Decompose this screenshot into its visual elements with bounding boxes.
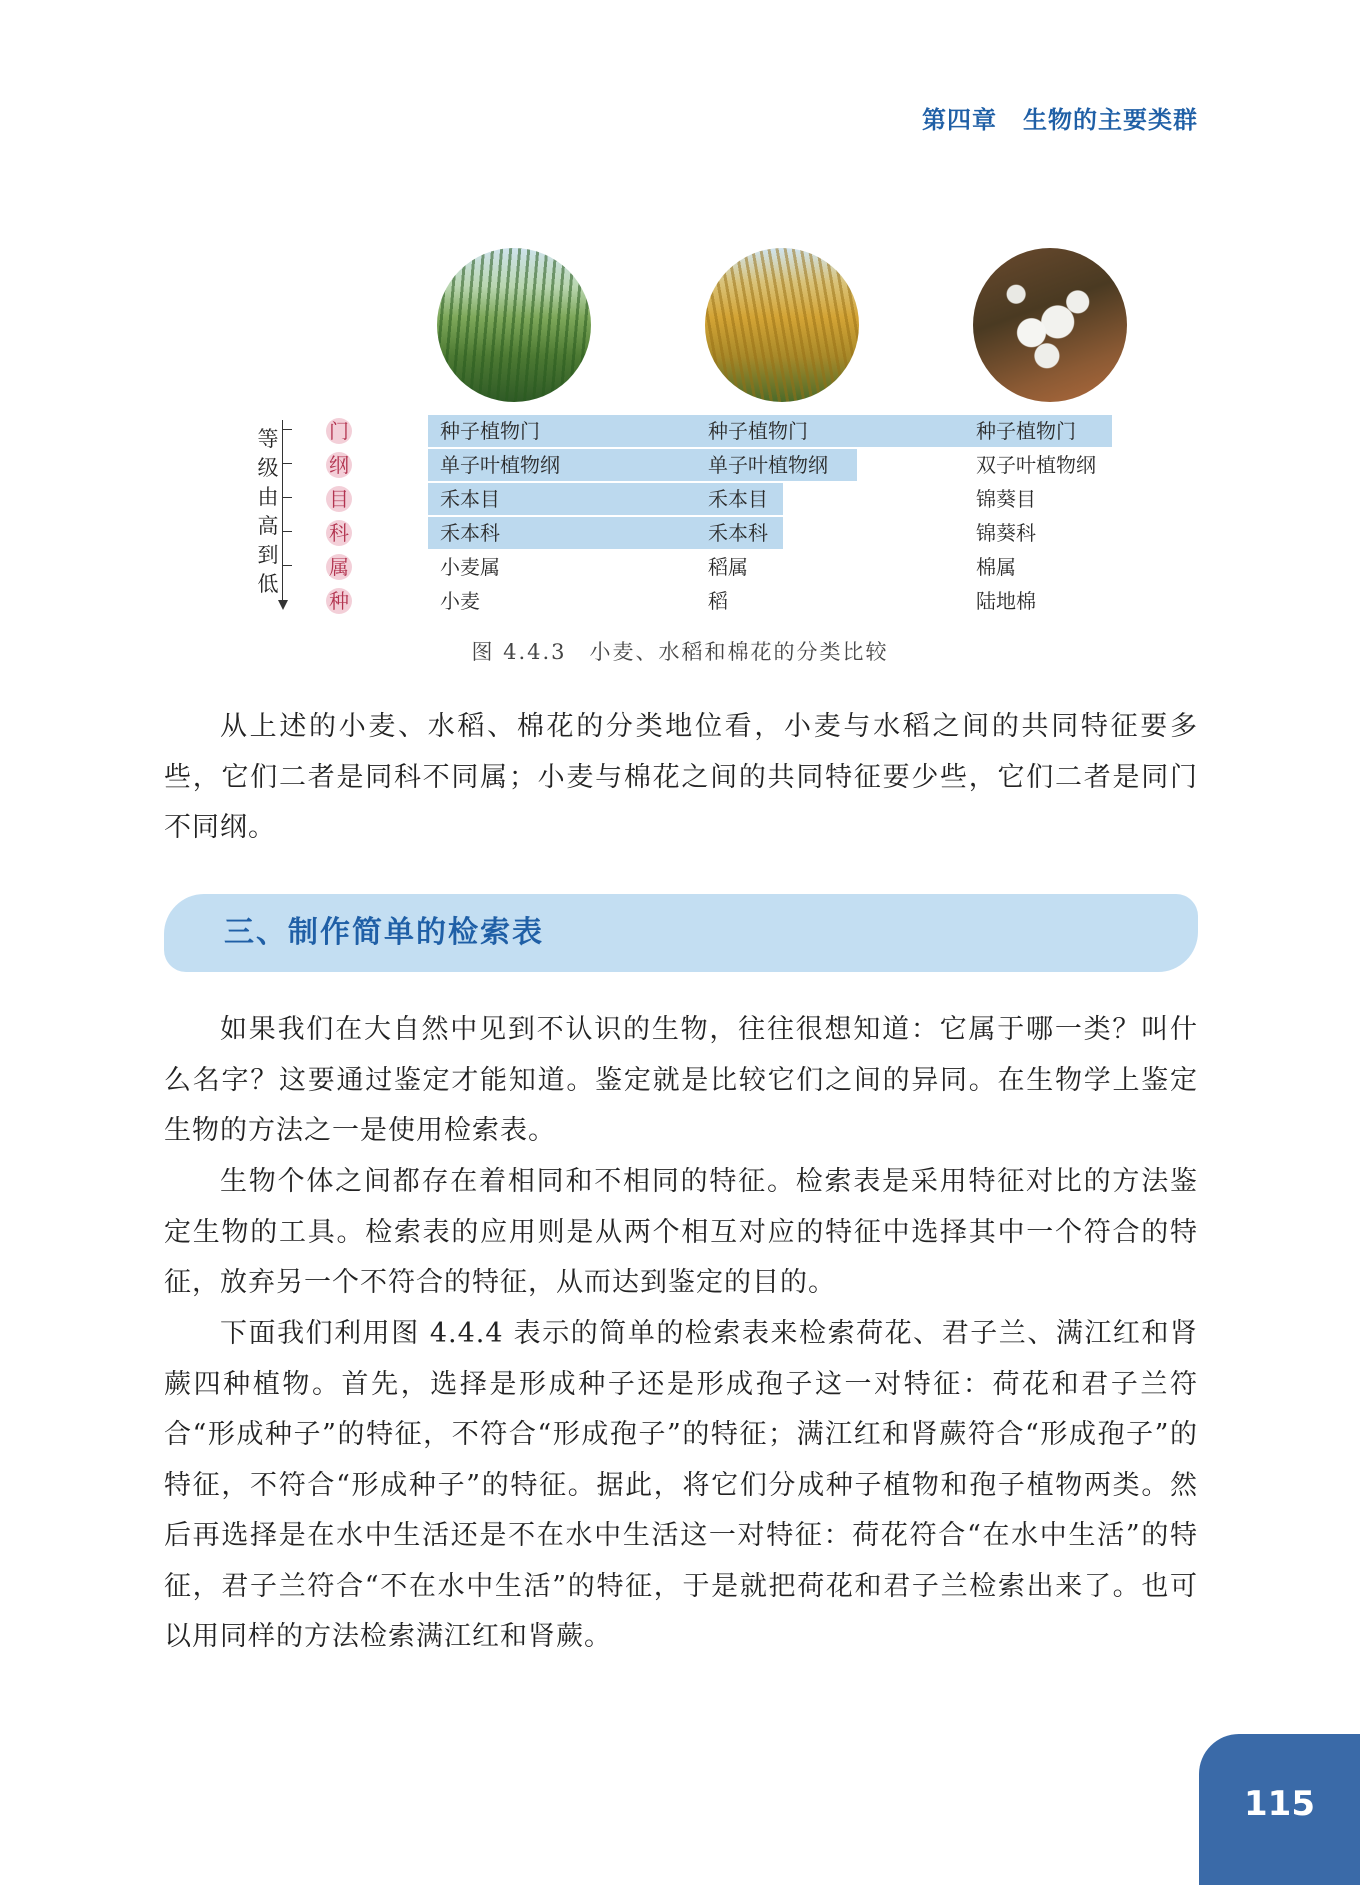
chapter-header [922,100,1198,135]
axis-char: 由 [257,485,279,509]
rice-order: 禾本目 [708,487,768,511]
cotton-class: 双子叶植物纲 [976,453,1096,477]
rank-phylum: 门 [326,418,352,444]
rice-class: 单子叶植物纲 [708,453,828,477]
axis-tick [282,463,292,464]
wheat-photo [437,248,591,402]
body-paragraph: 生物个体之间都存在着相同和不相同的特征。检索表是采用特征对比的方法鉴定生物的工具。检索表的应用则是从两个相互对应的特征中选择其中一个符合的特征，放弃另一个不符合的特征，从而达到鉴定的目的。 [164,1166,1198,1298]
wheat-order: 禾本目 [440,487,500,511]
wheat-family: 禾本科 [440,521,500,545]
rank-genus: 属 [326,554,352,580]
cotton-species: 陆地棉 [976,589,1036,613]
axis-tick [282,531,292,532]
page-number-tab [1199,1734,1360,1885]
axis-tick [282,497,292,498]
axis-char: 等 [257,427,279,451]
cotton-phylum: 种子植物门 [976,419,1076,443]
body-paragraph: 如果我们在大自然中见到不认识的生物，往往很想知道：它属于哪一类？叫什么名字？这要通过鉴定才能知道。鉴定就是比较它们之间的异同。在生物学上鉴定生物的方法之一是使用检索表。 [164,1014,1198,1146]
rank-family: 科 [326,520,352,546]
chapter-title: 生物的主要类群 [1023,106,1198,134]
wheat-genus: 小麦属 [440,555,500,579]
rank-order: 目 [326,486,352,512]
rice-genus: 稻属 [708,555,748,579]
section-title: 三、制作简单的检索表 [224,915,544,950]
chapter-number: 第四章 [922,106,997,134]
rice-species: 稻 [708,589,728,613]
rank-class: 纲 [326,452,352,478]
rank-order-axis-label [256,425,280,599]
rice-family: 禾本科 [708,521,768,545]
cotton-photo [973,248,1127,402]
axis-char: 高 [257,514,279,538]
body-paragraph: 下面我们利用图 4.4.4 表示的简单的检索表来检索荷花、君子兰、满江红和肾蕨四种植物。首先，选择是形成种子还是形成孢子这一对特征：荷花和君子兰符合“形成种子”的特征，不符合“形成孢子”的特征；满江红和肾蕨符合“形成孢子”的特征，不符合“形成种子”的特征。据此，将它们分成种子植物和孢子植物两类。然后再选择是在水中生活还是不在水中生活这一对特征：荷花符合“在水中生活”的特征，君子兰符合“不在水中生活”的特征，于是就把荷花和君子兰检索出来了。也可以用同样的方法检索满江红和肾蕨。 [164,1318,1198,1652]
axis-char: 低 [257,572,279,596]
axis-tick [282,565,292,566]
wheat-phylum: 种子植物门 [440,419,540,443]
figure-caption: 图 4.4.3 小麦、水稻和棉花的分类比较 [471,640,889,664]
axis-char: 级 [257,456,279,480]
rank-species: 种 [326,588,352,614]
rice-phylum: 种子植物门 [708,419,808,443]
rank-axis-line [282,420,283,606]
axis-tick [282,429,292,430]
cotton-family: 锦葵科 [976,521,1036,545]
wheat-species: 小麦 [440,589,480,613]
cotton-order: 锦葵目 [976,487,1036,511]
down-arrow-icon [278,600,288,610]
cotton-genus: 棉属 [976,555,1016,579]
section-heading-bar [164,894,1198,972]
body-paragraph: 从上述的小麦、水稻、棉花的分类地位看，小麦与水稻之间的共同特征要多些，它们二者是同科不同属；小麦与棉花之间的共同特征要少些，它们二者是同门不同纲。 [164,711,1198,843]
wheat-class: 单子叶植物纲 [440,453,560,477]
page-number: 115 [1244,1784,1315,1824]
axis-char: 到 [257,543,279,567]
rice-photo [705,248,859,402]
